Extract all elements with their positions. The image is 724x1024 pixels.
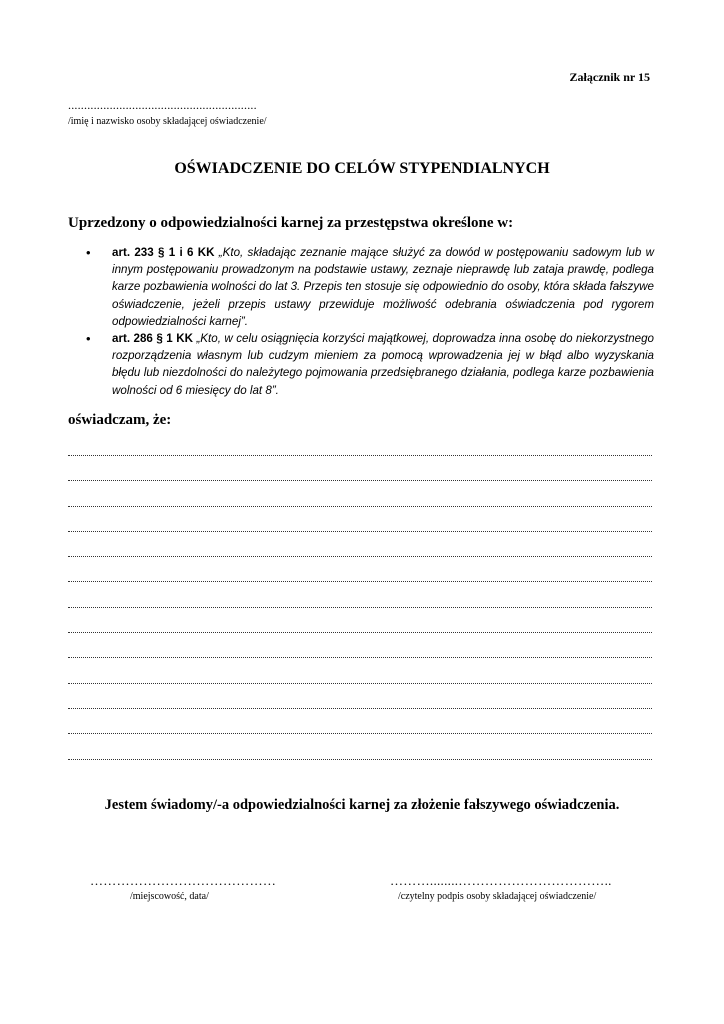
dotted-rule	[68, 624, 652, 633]
dotted-rule	[68, 447, 652, 456]
blank-line	[68, 472, 652, 497]
blank-line	[68, 751, 652, 776]
blank-line	[68, 725, 652, 750]
name-field-caption: /imię i nazwisko osoby składającej oświadczenie/	[68, 116, 267, 127]
awareness-statement: Jestem świadomy/-a odpowiedzialności karnej za złożenie fałszywego oświadczenia.	[104, 797, 620, 813]
declaration-heading: oświadczam, że:	[68, 412, 172, 428]
blank-line	[68, 599, 652, 624]
article-quote: „Kto, w celu osiągnięcia korzyści majątkowej, doprowadza inna osobę do niekorzystnego rozporządzenia własnym lub cudzym mieniem za pomocą wprowadzenia jej w błąd albo wyzyskania błędu lub niezdolności do należytego pojmowania przedsiębranego działania, podlega karze pozbawienia wolności od 6 miesięcy do lat 8”.	[112, 332, 654, 397]
blank-line	[68, 675, 652, 700]
article-reference: art. 286 § 1 KK	[112, 332, 193, 346]
name-field-dots: ...........................................................	[68, 98, 257, 112]
dotted-rule	[68, 675, 652, 684]
annex-number: Załącznik nr 15	[569, 70, 650, 84]
dotted-rule	[68, 599, 652, 608]
blank-line	[68, 447, 652, 472]
article-reference: art. 233 § 1 i 6 KK	[112, 246, 215, 259]
dotted-rule	[68, 649, 652, 658]
dotted-rule	[68, 498, 652, 507]
place-date-caption: /miejscowość, data/	[130, 891, 209, 902]
declaration-blank-lines	[68, 447, 652, 776]
dotted-rule	[68, 472, 652, 481]
dotted-rule	[68, 523, 652, 532]
document-title: OŚWIADCZENIE DO CELÓW STYPENDIALNYCH	[174, 160, 550, 177]
dotted-rule	[68, 725, 652, 734]
legal-articles-list	[68, 244, 654, 399]
blank-line	[68, 498, 652, 523]
blank-line	[68, 624, 652, 649]
blank-line	[68, 649, 652, 674]
dotted-rule	[68, 573, 652, 582]
blank-line	[68, 548, 652, 573]
signature-caption: /czytelny podpis osoby składającej oświadczenie/	[398, 891, 597, 902]
dotted-rule	[68, 548, 652, 557]
place-date-dots: ……………………………………	[90, 873, 277, 888]
blank-line	[68, 523, 652, 548]
bullet-icon: •	[86, 331, 91, 347]
article-quote: „Kto, składając zeznanie mające służyć za dowód w postępowaniu sadowym lub w innym postępowaniu prowadzonym na podstawie ustawy, zeznaje nieprawdę lub zataja prawdę, podlega karze pozbawienia wolności do lat 3. Przepis ten stosuje się odpowiednio do osoby, która składa fałszywe oświadczenie, jeżeli przepis ustawy przewiduje możliwość odebrania oświadczenia pod rygorem odpowiedzialności karnej”.	[112, 246, 654, 328]
legal-article-item	[68, 330, 654, 399]
blank-line	[68, 700, 652, 725]
legal-article-item	[68, 244, 654, 330]
dotted-rule	[68, 700, 652, 709]
signature-dots: ………........……………………………..	[390, 873, 612, 888]
intro-text: Uprzedzony o odpowiedzialności karnej za przestępstwa określone w:	[68, 215, 514, 231]
dotted-rule	[68, 751, 652, 760]
blank-line	[68, 573, 652, 598]
bullet-icon: •	[86, 245, 91, 260]
